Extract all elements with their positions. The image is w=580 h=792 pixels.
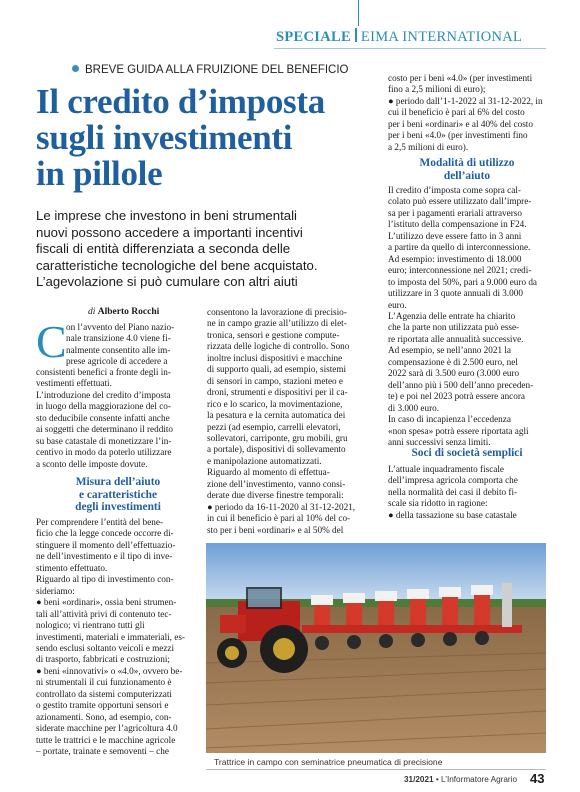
section-header: [276, 28, 522, 46]
text-line: che la parte non utilizzata può esse-: [388, 322, 520, 333]
text-line: ne dell’investimento e il tipo di inve-: [36, 551, 173, 562]
text-line: In caso di incapienza l’eccedenza: [388, 414, 511, 425]
text-line: ai soggetti che determinano il reddito: [36, 424, 174, 435]
text-line: in luogo della maggiorazione del co-: [36, 401, 171, 412]
text-line: nale transizione 4.0 viene fi-: [66, 333, 171, 344]
subhead-line: Modalità di utilizzo: [419, 157, 515, 169]
text-line: tutte le trattrici e le macchine agricole: [36, 734, 176, 745]
caption-rule: [206, 769, 546, 770]
text-line: utilizzare in 3 quote annuali di 3.000: [388, 288, 523, 299]
subhead-soci: Soci di società semplici: [411, 447, 523, 459]
body-col1-text: [36, 367, 200, 470]
text-line: ● periodo dall’1-1-2022 al 31-12-2022, in: [388, 95, 543, 106]
text-line: ● periodo da 16-11-2020 al 31-12-2021,: [207, 501, 356, 512]
text-line: nalmente consentito alle im-: [66, 344, 171, 355]
header-separator: [355, 28, 357, 42]
text-line: euro; interconnessione nel 2021; credi-: [388, 265, 532, 276]
text-line: a 2,5 milioni di euro).: [388, 141, 469, 152]
text-line: «non spesa» potrà essere riportata agli: [388, 425, 529, 436]
lead-line: nuovi possono accedere a importanti incentivi: [36, 224, 303, 240]
text-line: controllato da sistemi computerizzati: [36, 688, 172, 699]
title-line: sugli investimenti: [36, 118, 293, 157]
text-line: di supporto quali, ad esempio, sistemi: [207, 364, 347, 375]
text-line: prese agricole di accedere a: [66, 356, 168, 367]
text-line: L’introduzione del credito d’imposta: [36, 389, 171, 400]
text-line: L’attuale inquadramento fiscale: [388, 464, 504, 474]
author-name: Alberto Rocchi: [97, 307, 160, 317]
text-line: dell’impresa agricola comporta che: [388, 475, 518, 486]
text-line: sendo esclusi soltanto veicoli e mezzi: [36, 642, 175, 653]
text-line: sto deducibile consente infatti anche: [36, 412, 170, 423]
text-line: nella normalità dei casi il debito fi-: [388, 486, 518, 497]
text-line: o gestito tramite opportuni sensori e: [36, 700, 169, 711]
text-line: sideriamo:: [36, 585, 75, 596]
text-line: di sensori in campo, stazioni meteo e: [207, 375, 343, 386]
body-col1-intro: [66, 322, 200, 368]
issue-number: 31/2021: [404, 775, 434, 784]
title-line: Il credito d’imposta: [36, 82, 325, 121]
article-title: [36, 84, 386, 192]
body-col3-bottom: [388, 464, 546, 521]
text-line: – portate, trainate e semoventi – che: [36, 746, 169, 757]
text-line: L’utilizzo deve essere fatto in 3 anni: [388, 230, 522, 241]
text-line: Riguardo al momento di effettua-: [207, 467, 330, 478]
section-label: SPECIALE: [276, 29, 351, 45]
text-line: vestimenti effettuati.: [36, 378, 112, 389]
bullet-dot-icon: [72, 65, 79, 72]
text-line: zione dell’investimento, vanno consi-: [207, 478, 346, 489]
body-col3-middle: [388, 185, 546, 448]
body-col3-top: [388, 73, 546, 153]
drop-cap: C: [36, 316, 67, 367]
text-line: droni, strumenti e dispositivi per il ca-: [207, 387, 348, 398]
text-line: ni strumentali il cui funzionamento è: [36, 677, 172, 688]
text-line: a sconto delle imposte dovute.: [36, 458, 148, 469]
text-line: azionamenti. Sono, ad esempio, con-: [36, 711, 172, 722]
subhead-line: dell’aiuto: [443, 169, 491, 182]
subhead-misura: [36, 476, 200, 514]
text-line: sto per i beni «ordinari» e al 50% del: [207, 524, 344, 535]
text-line: siderate macchine per l’agricoltura 4.0: [36, 723, 178, 734]
text-line: ficio che la legge concede occorre di-: [36, 528, 174, 539]
text-line: la pesatura e la cernita automatica dei: [207, 410, 346, 421]
text-line: e manipolazione automatizzati.: [207, 455, 322, 466]
byline-prefix: di: [88, 307, 96, 317]
text-line: investimenti, materiali e immateriali, es-: [36, 631, 185, 642]
text-line: scale sia ridotto in ragione:: [388, 498, 488, 509]
text-line: rizzata delle logiche di controllo. Sono: [207, 341, 350, 352]
tractor-photo: [206, 543, 546, 753]
magazine-name: L’Informatore Agrario: [441, 775, 518, 784]
subhead-line: e caratteristiche: [78, 488, 158, 501]
text-line: on l’avvento del Piano nazio-: [66, 322, 175, 332]
header-rule-vertical: [358, 0, 359, 26]
text-line: a partire da quello di interconnessione.: [388, 242, 531, 253]
kicker: [72, 64, 349, 76]
text-line: stinguere il momento dell’effettuazio-: [36, 539, 176, 550]
text-line: L’Agenzia delle entrate ha chiarito: [388, 310, 516, 321]
text-line: stimento effettuato.: [36, 562, 108, 573]
article-lead: [36, 208, 382, 291]
lead-line: caratteristiche tecnologiche del bene acquistato.: [36, 257, 318, 273]
body-col2-text: [207, 307, 371, 536]
page-footer: 31/2021 • L’Informatore Agrario: [404, 775, 518, 784]
text-line: re riportata alle annualità successive.: [388, 333, 524, 344]
subhead-modalita: [388, 157, 546, 182]
text-line: su base catastale di monetizzare l’in-: [36, 435, 172, 446]
text-line: rico e lo scarico, la movimentazione,: [207, 398, 343, 409]
text-line: cui il beneficio è pari al 6% del costo: [388, 107, 525, 118]
text-line: ● della tassazione su base catastale: [388, 509, 517, 520]
text-line: ● beni «innovativi» o «4.0», ovvero be-: [36, 665, 183, 676]
text-line: inoltre inclusi dispositivi e macchine: [207, 352, 343, 363]
text-line: costo per i beni «4.0» (per investimenti: [388, 73, 533, 83]
text-line: nologico; vi rientrano tutti gli: [36, 620, 145, 631]
text-line: l’istituto della compensazione in F24.: [388, 219, 527, 230]
text-line: sollevatori, carriponte, gru mobili, gru: [207, 432, 348, 443]
text-line: te) e poi nel 2023 potrà essere ancora: [388, 391, 525, 402]
text-line: tronica, sensori e gestione compute-: [207, 329, 340, 340]
text-line: derate due diverse finestre temporali:: [207, 490, 344, 501]
header-rule: [274, 48, 546, 49]
text-line: centivo in modo da poterlo utilizzare: [36, 447, 172, 458]
text-line: consistenti benefici a fronte degli in-: [36, 367, 171, 377]
text-line: consentono la lavorazione di precisio-: [207, 307, 347, 317]
text-line: Il credito d’imposta come sopra cal-: [388, 185, 521, 195]
lead-line: L’agevolazione si può cumulare con altri aiuti: [36, 274, 298, 289]
photo-caption: Trattrice in campo con seminatrice pneumatica di precisione: [214, 757, 443, 767]
body-col1-continued: [36, 517, 200, 758]
kicker-text: BREVE GUIDA ALLA FRUIZIONE DEL BENEFICIO: [85, 64, 349, 76]
text-line: ne in campo grazie all’utilizzo di elet-: [207, 318, 347, 329]
text-line: euro.: [388, 299, 407, 310]
text-line: tali all’attività privi di contenuto tec-: [36, 608, 172, 619]
byline: [88, 307, 159, 317]
text-line: compensazione è di 2.500 euro, nel: [388, 356, 518, 367]
text-line: dell’anno più i 500 dell’anno preceden-: [388, 379, 534, 390]
text-line: in cui il beneficio è pari al 10% del co-: [207, 513, 351, 524]
text-line: per i beni «ordinari» e al 40% del costo: [388, 118, 533, 129]
text-line: 2022 sarà di 3.500 euro (3.000 euro: [388, 368, 520, 379]
text-line: anni successivi senza limiti.: [388, 436, 491, 447]
text-line: di trasporto, fabbricati e costruzioni;: [36, 654, 170, 665]
text-line: to imposta del 50%, pari a 9.000 euro da: [388, 276, 538, 287]
text-line: Ad esempio: investimento di 18.000: [388, 253, 522, 264]
title-line: in pillole: [36, 154, 163, 193]
section-topic: EIMA INTERNATIONAL: [360, 29, 523, 45]
text-line: fino a 2,5 milioni di euro);: [388, 84, 486, 95]
text-line: di 3.000 euro.: [388, 402, 440, 413]
text-line: Ad esempio, se nell’anno 2021 la: [388, 345, 511, 356]
subhead-line: degli investimenti: [75, 501, 161, 513]
text-line: per i beni «4.0» (per investimenti fino: [388, 130, 528, 141]
text-line: Riguardo al tipo di investimento con-: [36, 574, 174, 585]
subhead-line: Misura dell’aiuto: [75, 476, 161, 488]
text-line: a portale), dispositivi di sollevamento: [207, 444, 346, 455]
lead-line: fiscali di entità differenziata a seconda delle: [36, 241, 291, 256]
lead-line: Le imprese che investono in beni strumentali: [36, 208, 297, 223]
text-line: ● beni «ordinari», ossia beni strumen-: [36, 597, 177, 608]
text-line: Per comprendere l’entità del bene-: [36, 517, 164, 527]
text-line: sa per i pagamenti erariali attraverso: [388, 207, 522, 218]
text-line: pezzi (ad esempio, carrelli elevatori,: [207, 421, 341, 432]
page-number: 43: [530, 771, 545, 786]
text-line: colato può essere utilizzato dall’impre-: [388, 196, 532, 207]
